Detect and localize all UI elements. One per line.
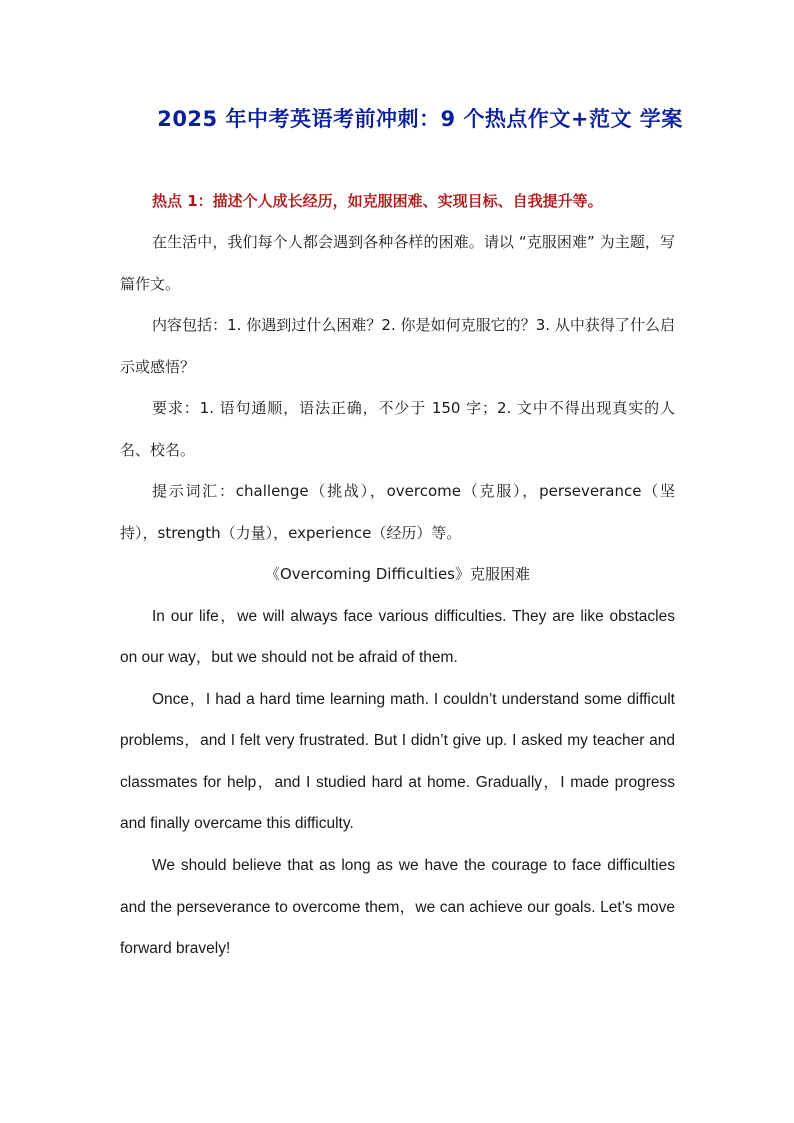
essay-paragraph: In our life，we will always face various difficulties. They are like obstacles on our way，but we should not be afraid of them. <box>120 607 675 667</box>
vocabulary-hints: 提示词汇：challenge（挑战），overcome（克服），perseverance（坚持），strength（力量），experience（经历）等。 <box>120 482 675 542</box>
essay-paragraph: Once，I had a hard time learning math. I couldn’t understand some difficult problems，and I felt very frustrated. But I didn’t give up. I asked my teacher and classmates for help，and I studied hard at home. Gradually，I made progress and finally overcame this difficulty. <box>120 690 675 833</box>
hotspot-heading: 热点 1：描述个人成长经历，如克服困难、实现目标、自我提升等。 <box>152 192 603 210</box>
writing-requirements: 要求：1. 语句通顺，语法正确，不少于 150 字；2. 文中不得出现真实的人名、校名。 <box>120 399 675 459</box>
document-title: 2025 年中考英语考前冲刺：9 个热点作文+范文 学案 <box>157 107 683 131</box>
document-body <box>120 180 675 970</box>
writing-prompt: 在生活中，我们每个人都会遇到各种各样的困难。请以 “克服困难” 为主题，写篇作文。 <box>120 233 675 293</box>
essay-title: 《Overcoming Difficulties》克服困难 <box>265 565 530 583</box>
content-requirements: 内容包括：1. 你遇到过什么困难？2. 你是如何克服它的？3. 从中获得了什么启示或感悟？ <box>120 316 675 376</box>
essay-paragraph: We should believe that as long as we have the courage to face difficulties and the perseverance to overcome them，we can achieve our goals. Let’s move forward bravely! <box>120 857 675 958</box>
